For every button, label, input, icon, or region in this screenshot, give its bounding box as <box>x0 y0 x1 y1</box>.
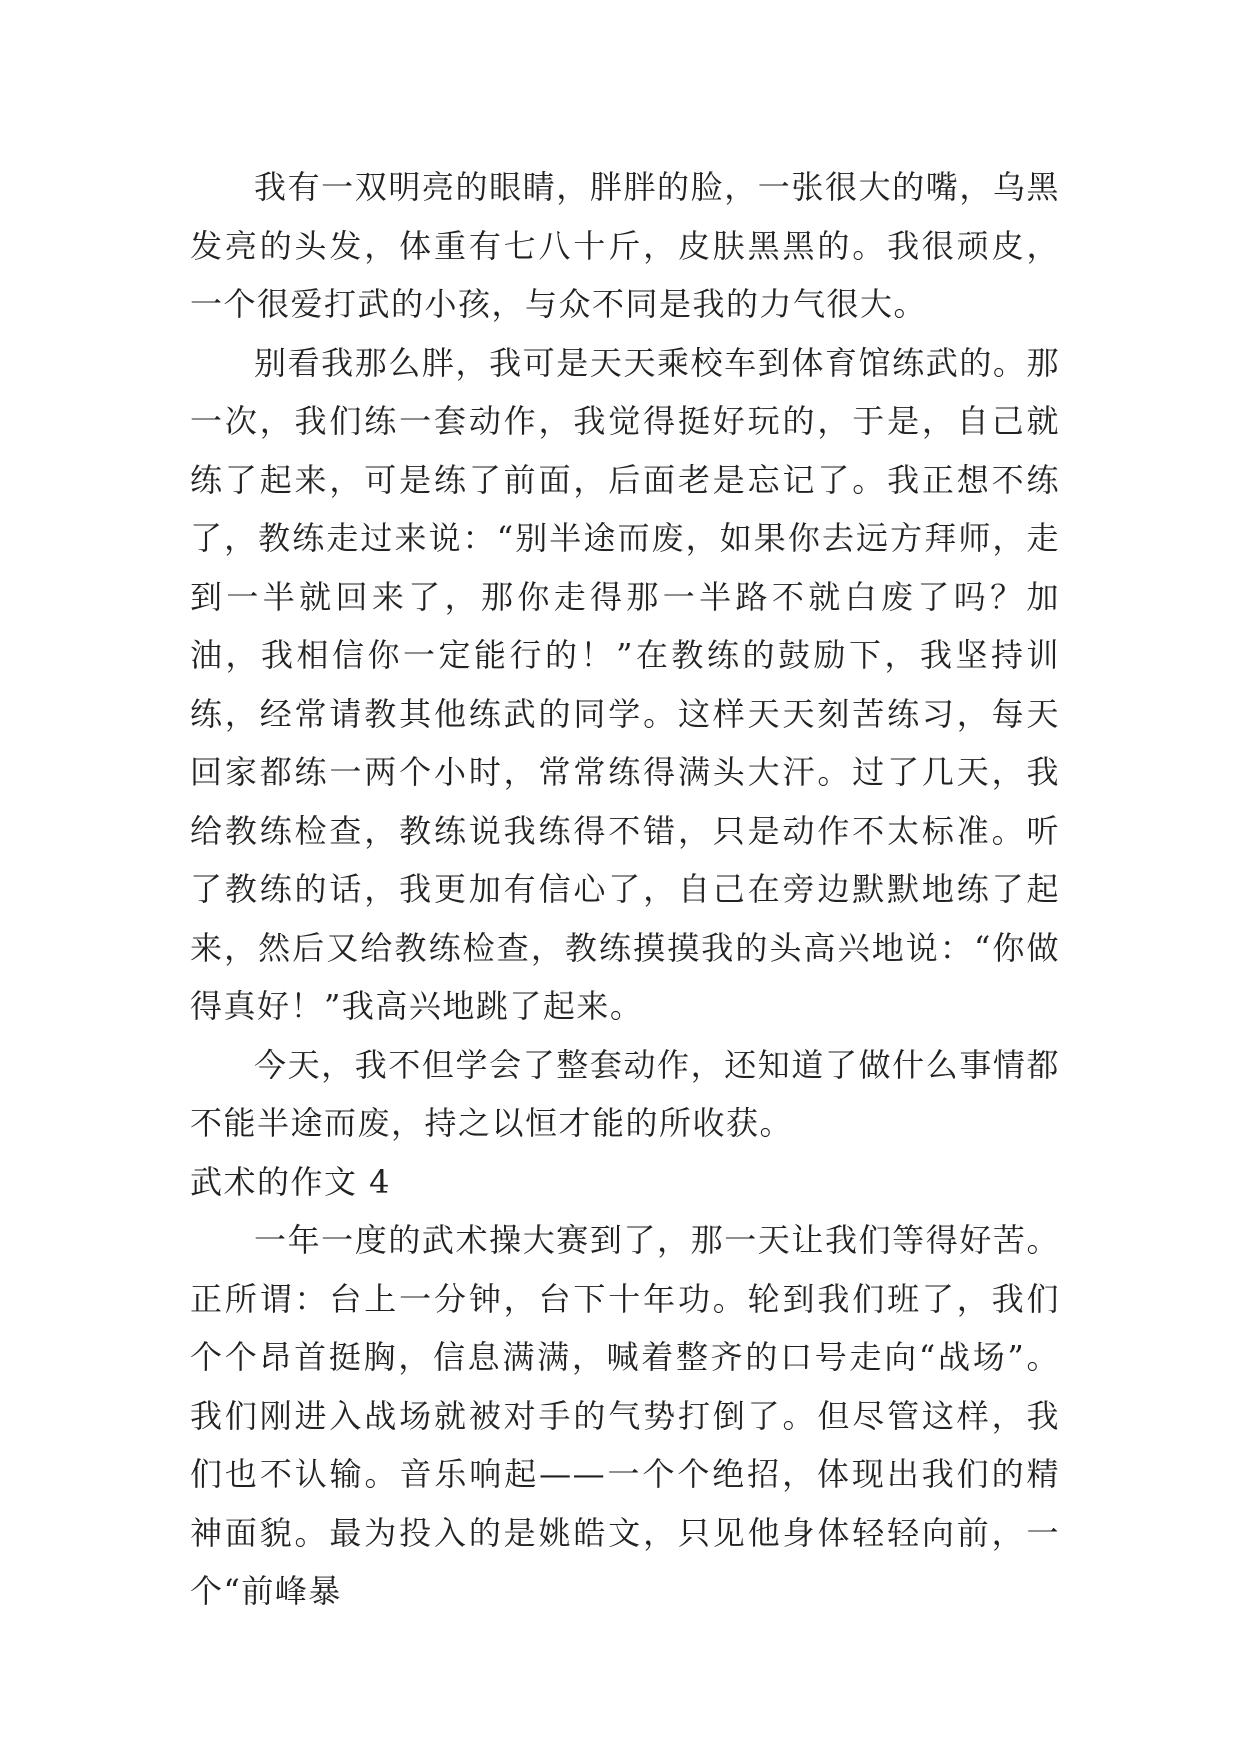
section-heading: 武术的作文 4 <box>190 1162 392 1201</box>
paragraph-3: 今天，我不但学会了整套动作，还知道了做什么事情都不能半途而废，持之以恒才能的所收获。 <box>190 1045 1060 1142</box>
essay-body <box>190 158 1060 1621</box>
paragraph-4: 一年一度的武术操大赛到了，那一天让我们等得好苦。正所谓：台上一分钟，台下十年功。轮到我们班了，我们个个昂首挺胸，信息满满，喊着整齐的口号走向“战场”。我们刚进入战场就被对手的气势打倒了。但尽管这样，我们也不认输。音乐响起——一个个绝招，体现出我们的精神面貌。最为投入的是姚皓文，只见他身体轻轻向前，一个“前峰暴 <box>190 1221 1060 1610</box>
paragraph-1: 我有一双明亮的眼睛，胖胖的脸，一张很大的嘴，乌黑发亮的头发，体重有七八十斤，皮肤黑黑的。我很顽皮，一个很爱打武的小孩，与众不同是我的力气很大。 <box>190 168 1060 323</box>
paragraph-2: 别看我那么胖，我可是天天乘校车到体育馆练武的。那一次，我们练一套动作，我觉得挺好玩的，于是，自己就练了起来，可是练了前面，后面老是忘记了。我正想不练了，教练走过来说：“别半途而废，如果你去远方拜师，走到一半就回来了，那你走得那一半路不就白废了吗？加油，我相信你一定能行的！”在教练的鼓励下，我坚持训练，经常请教其他练武的同学。这样天天刻苦练习，每天回家都练一两个小时，常常练得满头大汗。过了几天，我给教练检查，教练说我练得不错，只是动作不太标准。听了教练的话，我更加有信心了，自己在旁边默默地练了起来，然后又给教练检查，教练摸摸我的头高兴地说：“你做得真好！”我高兴地跳了起来。 <box>190 343 1060 1025</box>
